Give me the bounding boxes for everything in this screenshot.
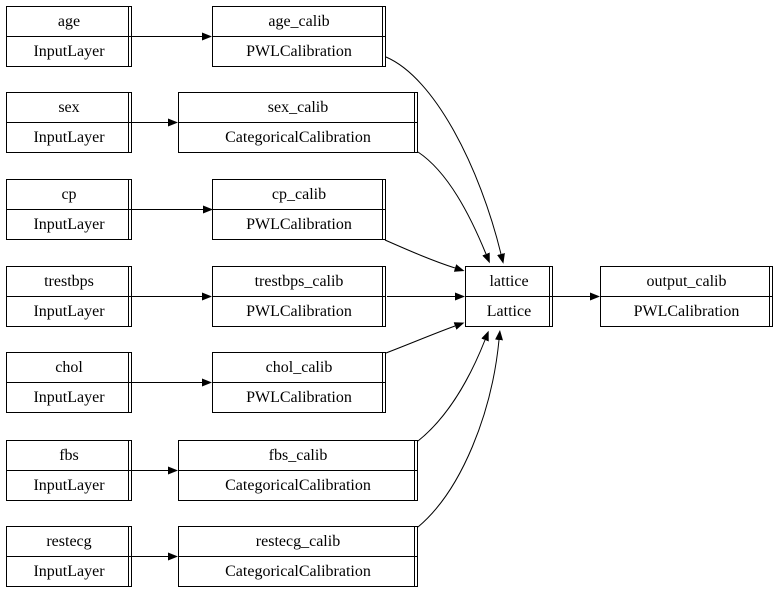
node-chol_calib [212, 352, 386, 413]
node-title: lattice [489, 273, 529, 290]
node-output_calib [600, 266, 773, 327]
edge-age_calib-to-lattice [386, 57, 501, 254]
node-title: restecg [46, 533, 92, 550]
node-title: output_calib [646, 273, 727, 290]
node-layer-type: CategoricalCalibration [179, 122, 417, 152]
node-restecg [6, 526, 132, 587]
node-title: trestbps_calib [254, 273, 344, 290]
node-layer-type: PWLCalibration [213, 209, 385, 239]
node-title: fbs [59, 447, 79, 464]
node-cp [6, 179, 132, 240]
node-title: chol_calib [265, 359, 333, 376]
node-title: restecg_calib [255, 533, 341, 550]
node-layer-type: InputLayer [7, 209, 131, 239]
node-restecg_calib [178, 526, 418, 587]
node-layer-type: PWLCalibration [213, 296, 385, 326]
node-layer-type: PWLCalibration [601, 296, 772, 326]
node-age [6, 6, 132, 67]
node-layer-type: InputLayer [7, 122, 131, 152]
node-title: cp [61, 186, 77, 203]
node-layer-type: PWLCalibration [213, 36, 385, 66]
node-layer-type: InputLayer [7, 556, 131, 586]
node-age_calib [212, 6, 386, 67]
edge-fbs_calib-to-lattice [418, 340, 485, 441]
edge-cp_calib-to-lattice [385, 240, 455, 268]
node-trestbps_calib [212, 266, 386, 327]
edge-restecg_calib-to-lattice [418, 340, 499, 527]
node-title: cp_calib [271, 186, 327, 203]
node-trestbps [6, 266, 132, 327]
node-title: chol [55, 359, 83, 376]
node-layer-type: PWLCalibration [213, 382, 385, 412]
node-sex [6, 92, 132, 153]
node-layer-type: InputLayer [7, 296, 131, 326]
node-layer-type: InputLayer [7, 470, 131, 500]
node-fbs [6, 440, 132, 501]
edge-sex_calib-to-lattice [418, 152, 486, 254]
node-lattice [465, 266, 553, 327]
node-cp_calib [212, 179, 386, 240]
node-title: age_calib [268, 13, 330, 30]
node-title: age [57, 13, 81, 30]
node-title: sex [58, 99, 80, 116]
node-layer-type: Lattice [466, 296, 552, 326]
node-title: fbs_calib [268, 447, 328, 464]
node-layer-type: CategoricalCalibration [179, 556, 417, 586]
edge-chol_calib-to-lattice [386, 326, 455, 353]
node-layer-type: CategoricalCalibration [179, 470, 417, 500]
node-title: trestbps [44, 273, 94, 290]
node-chol [6, 352, 132, 413]
node-layer-type: InputLayer [7, 36, 131, 66]
node-layer-type: InputLayer [7, 382, 131, 412]
node-fbs_calib [178, 440, 418, 501]
node-sex_calib [178, 92, 418, 153]
node-title: sex_calib [267, 99, 329, 116]
